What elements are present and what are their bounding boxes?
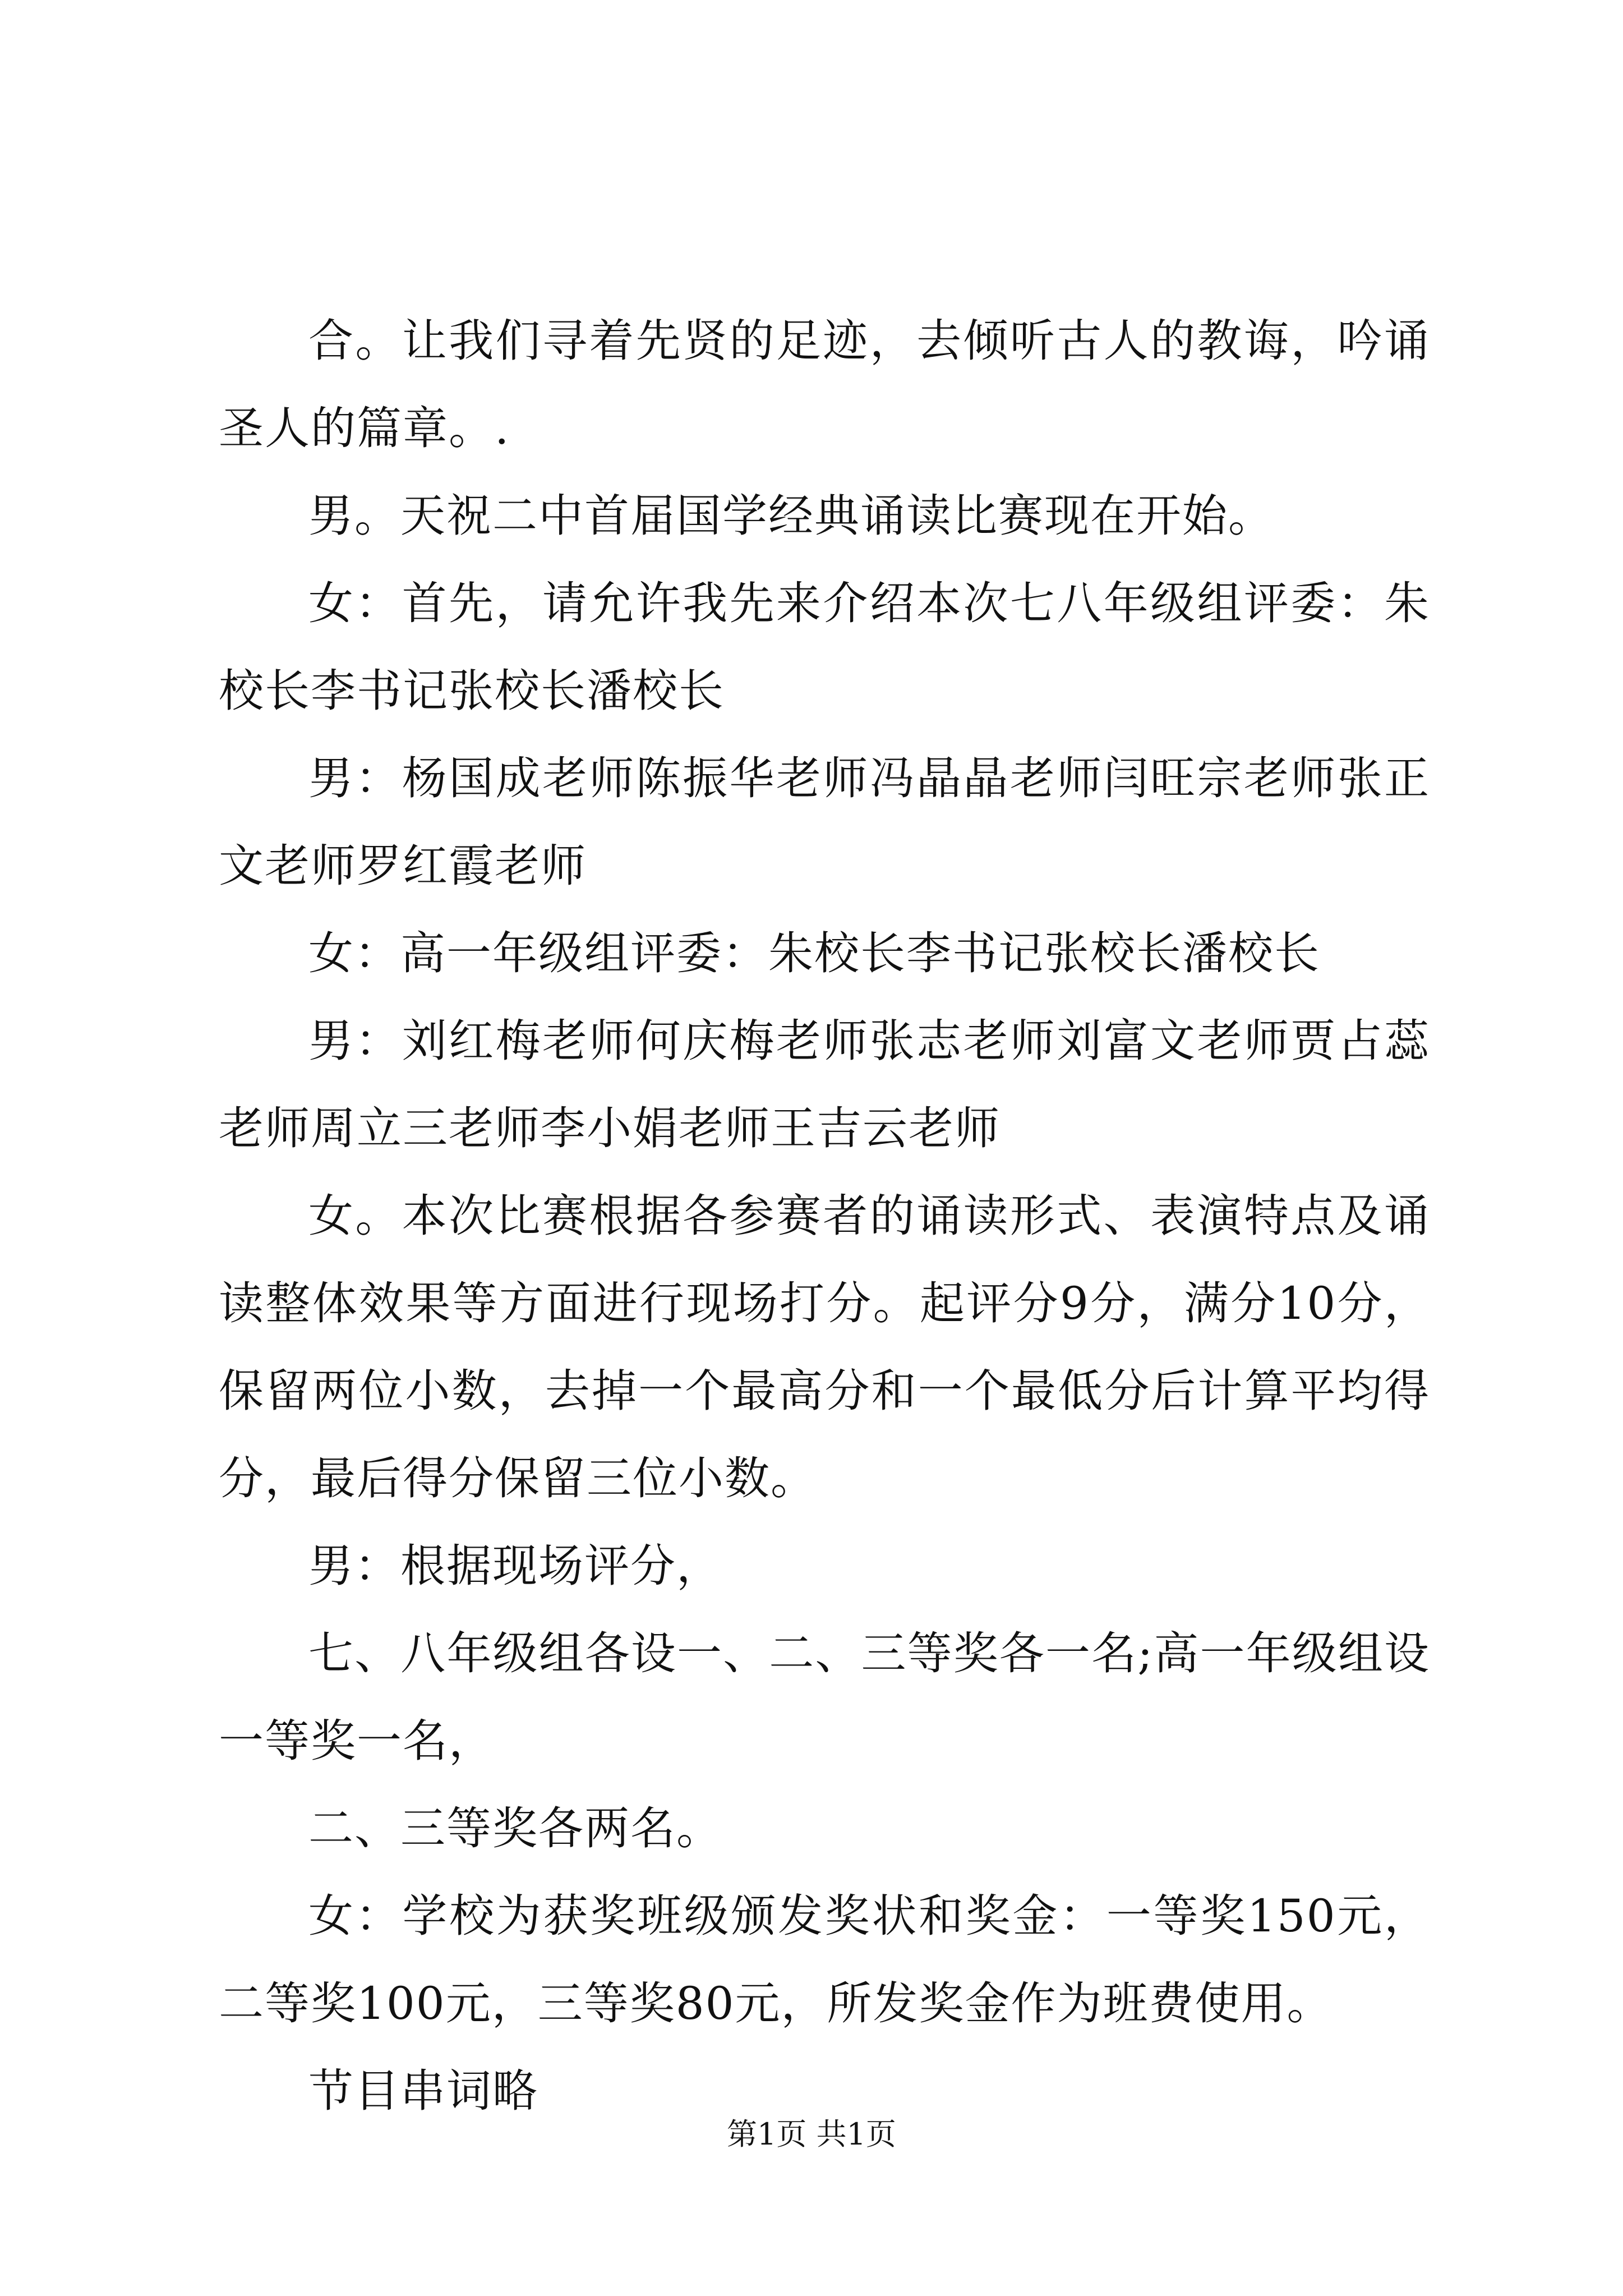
- paragraph-opening: 合。让我们寻着先贤的足迹，去倾听古人的教诲，吟诵圣人的篇章。.: [219, 315, 1430, 454]
- paragraph-judges-teachers-2: 男：刘红梅老师何庆梅老师张志老师刘富文老师贾占蕊老师周立三老师李小娟老师王吉云老师: [219, 1015, 1430, 1154]
- paragraph-scoring-rules: 女。本次比赛根据各参赛者的诵读形式、表演特点及诵读整体效果等方面进行现场打分。起评分9分，满分10分，保留两位小数，去掉一个最高分和一个最低分后计算平均得分，最后得分保留三位小数。: [219, 1190, 1430, 1504]
- document-body: [219, 297, 1430, 2135]
- page-footer: 第1页 共1页: [727, 2116, 896, 2152]
- paragraph-judges-grade10: 女：高一年级组评委：朱校长李书记张校长潘校长: [308, 927, 1320, 979]
- paragraph-judges-teachers-1: 男：杨国成老师陈振华老师冯晶晶老师闫旺宗老师张正文老师罗红霞老师: [219, 752, 1430, 892]
- paragraph-start-announcement: 男。天祝二中首届国学经典诵读比赛现在开始。: [308, 490, 1274, 542]
- paragraph-prize-money: 女：学校为获奖班级颁发奖状和奖金：一等奖150元，二等奖100元，三等奖80元，所发奖金作为班费使用。: [219, 1890, 1430, 2030]
- paragraph-awards-setup: 七、八年级组各设一、二、三等奖各一名;高一年级组设一等奖一名，: [219, 1627, 1430, 1767]
- paragraph-judges-grade7-8: 女：首先，请允许我先来介绍本次七八年级组评委：朱校长李书记张校长潘校长: [219, 577, 1430, 717]
- paragraph-program-script: 节目串词略: [308, 2065, 538, 2117]
- paragraph-on-site-scoring: 男：根据现场评分，: [308, 1540, 722, 1592]
- paragraph-awards-second-third: 二、三等奖各两名。: [308, 1802, 722, 1855]
